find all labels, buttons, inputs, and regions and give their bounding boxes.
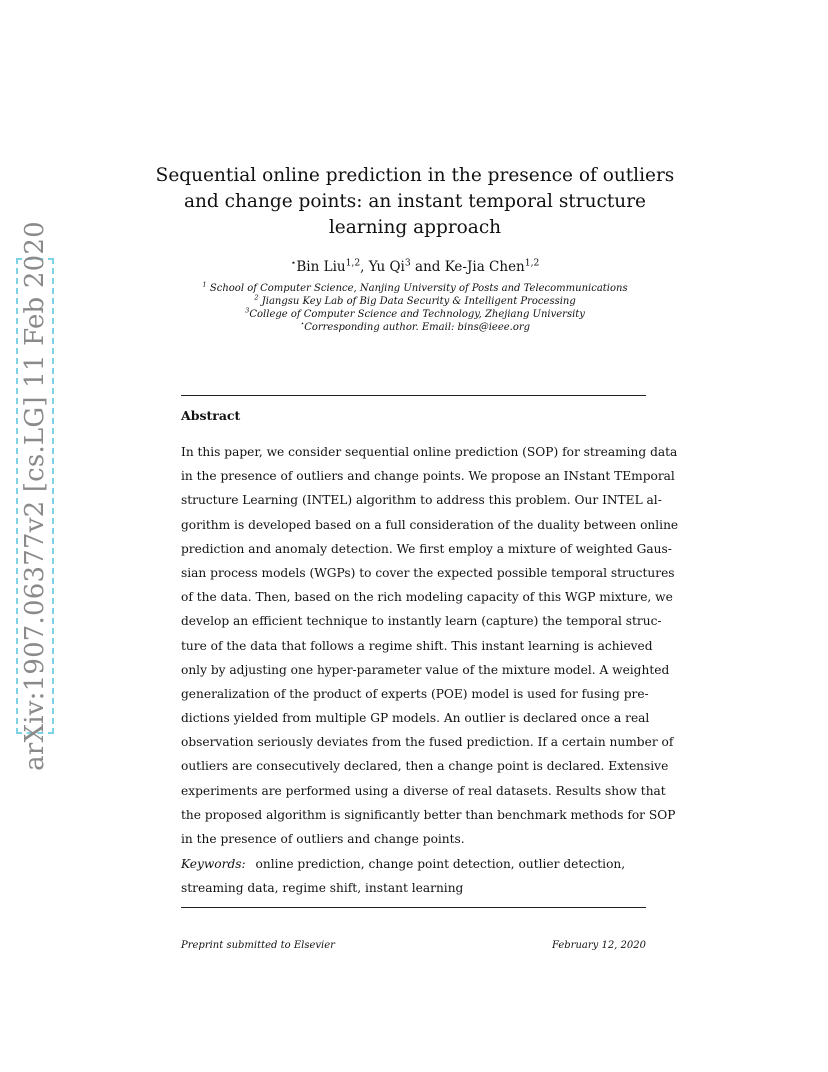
keywords-line [181,852,646,876]
abstract-line: gorithm is developed based on a full consideration of the duality between online [181,517,679,532]
author-affil-mark: 3 [404,257,411,269]
keywords-line: streaming data, regime shift, instant learning [181,881,464,895]
affiliation-text: College of Computer Science and Technology, Zhejiang University [249,309,585,320]
author-affil-mark: 1,2 [524,257,540,269]
abstract-line: prediction and anomaly detection. We first employ a mixture of weighted Gaus- [181,541,672,556]
affiliation-text: School of Computer Science, Nanjing University of Posts and Telecommunications [206,283,628,294]
keywords-label: Keywords: [181,857,246,871]
abstract-line: structure Learning (INTEL) algorithm to address this problem. Our INTEL al- [181,493,662,508]
affiliation-text: Corresponding author. Email: bins@ieee.org [304,322,531,333]
affiliation-text: Jiangsu Key Lab of Big Data Security & Intelligent Processing [258,296,576,307]
abstract-line: develop an efficient technique to instantly learn (capture) the temporal struc- [181,614,662,629]
keywords-text: online prediction, change point detection, outlier detection, [255,857,626,871]
paper-title [150,163,680,241]
abstract-top-rule [181,395,646,396]
abstract-line: of the data. Then, based on the rich modeling capacity of this WGP mixture, we [181,590,673,605]
abstract-line: generalization of the product of experts (POE) model is used for fusing pre- [181,686,649,701]
author-name: Bin Liu [296,259,346,275]
affiliation [150,295,680,308]
author-affil-mark: 1,2 [345,257,361,269]
author-list [150,259,680,275]
abstract-bottom-rule [181,907,646,908]
affiliation-mark: 3 [245,306,250,315]
affiliation [150,282,680,295]
abstract-line: the proposed algorithm is significantly better than benchmark methods for SOP [181,807,676,822]
affiliation [150,321,680,334]
title-line: and change points: an instant temporal structure [183,191,647,212]
abstract-body [181,440,679,851]
abstract-line: outliers are consecutively declared, then a change point is declared. Extensive [181,759,669,774]
preprint-date: February 12, 2020 [551,940,646,951]
abstract-heading: Abstract [181,408,241,423]
arxiv-identifier: arXiv:1907.06377v2 [cs.LG] 11 Feb 2020 [20,221,50,771]
abstract-line: only by adjusting one hyper-parameter value of the mixture model. A weighted [181,662,670,677]
abstract-line: in the presence of outliers and change points. [181,832,465,846]
affiliation-mark: 2 [254,293,259,302]
affiliation [150,308,680,321]
keywords-block [181,852,646,900]
author-name: Yu Qi [368,259,405,275]
preprint-note: Preprint submitted to Elsevier [181,940,335,951]
affiliation-mark: 1 [202,280,207,289]
abstract-line: In this paper, we consider sequential online prediction (SOP) for streaming data [181,445,678,459]
affiliation-mark: ⋆ [299,319,305,328]
abstract-line: observation seriously deviates from the fused prediction. If a certain number of [181,735,674,750]
author-separator: , [360,259,369,275]
affiliation-list [150,282,680,334]
abstract-line: dictions yielded from multiple GP models. An outlier is declared once a real [181,711,650,726]
title-line: Sequential online prediction in the presence of outliers [155,165,675,186]
abstract-line: ture of the data that follows a regime shift. This instant learning is achieved [181,638,653,653]
corresponding-mark: ⋆ [290,257,297,269]
abstract-line: sian process models (WGPs) to cover the expected possible temporal structures [181,565,675,580]
author-separator: and [410,259,445,275]
abstract-line: in the presence of outliers and change points. We propose an INstant TEmporal [181,469,675,484]
title-line: learning approach [328,217,502,238]
author-name: Ke-Jia Chen [444,259,525,275]
abstract-line: experiments are performed using a diverse of real datasets. Results show that [181,783,666,798]
